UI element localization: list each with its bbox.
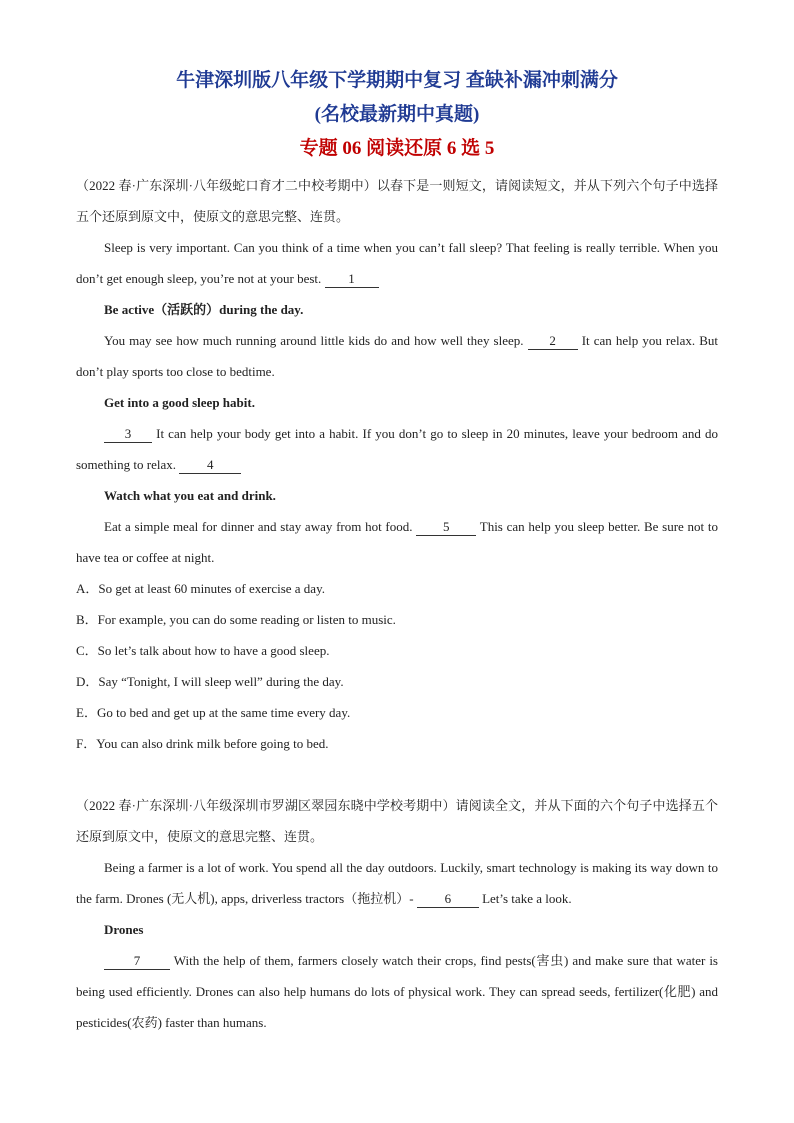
option-b: B．For example, you can do some reading or listen to music. [76, 612, 396, 627]
section2-intro: （2022 春·广东深圳·八年级深圳市罗湖区翠园东晓中学校考期中）请阅读全文，并从下面的六个句子中选择五个还原到原文中，使原文的意思完整、连贯。 [76, 798, 718, 844]
section2-paragraph-2 [76, 945, 718, 1038]
paragraph-text: Let’s take a look. [482, 891, 572, 906]
section2-heading-1: Drones [104, 922, 144, 937]
option-a: A．So get at least 60 minutes of exercise a day. [76, 581, 325, 596]
topic-title: 专题 06 阅读还原 6 选 5 [299, 138, 495, 159]
section2-paragraph-1 [76, 852, 718, 914]
section1-heading-2: Get into a good sleep habit. [104, 395, 255, 410]
section1-intro: （2022 春·广东深圳·八年级蛇口育才二中校考期中）以春下是一则短文，请阅读短文，并从下列六个句子中选择五个还原到原文中，使原文的意思完整、连贯。 [76, 178, 718, 224]
blank-4: 4 [179, 457, 241, 474]
blank-7: 7 [104, 953, 170, 970]
section1-paragraph-4 [76, 511, 718, 573]
section1-heading-3: Watch what you eat and drink. [104, 488, 276, 503]
paragraph-text: It can help your body get into a habit. If you don’t go to sleep in 20 minutes, leave your bedroom and do something to relax. [76, 426, 718, 472]
paragraph-text: Eat a simple meal for dinner and stay away from hot food. [104, 519, 413, 534]
blank-6: 6 [417, 891, 479, 908]
section-spacer [76, 759, 718, 790]
blank-2: 2 [528, 333, 578, 350]
option-d: D．Say “Tonight, I will sleep well” during the day. [76, 674, 344, 689]
section1-paragraph-3 [76, 418, 718, 480]
document-subtitle: (名校最新期中真题) [314, 104, 480, 125]
blank-5: 5 [416, 519, 476, 536]
paragraph-text: Sleep is very important. Can you think of a time when you can’t fall sleep? That feeling is really terrible. When you don’t get enough sleep, you’re not at your best. [76, 240, 718, 286]
document-page [76, 66, 718, 1038]
section1-paragraph-2 [76, 325, 718, 387]
paragraph-text: It can help you relax. But don’t play sports too close to bedtime. [76, 333, 719, 379]
paragraph-text: Being a farmer is a lot of work. You spend all the day outdoors. Luckily, smart technology is making its way down to the farm. Drones (无人机), apps, driverless tractors（拖拉机）- [76, 860, 718, 906]
blank-3: 3 [104, 426, 152, 443]
blank-1: 1 [325, 271, 379, 288]
option-e: E．Go to bed and get up at the same time every day. [76, 705, 351, 720]
paragraph-text: With the help of them, farmers closely watch their crops, find pests(害虫) and make sure that water is being used efficiently. Drones can also help humans do lots of physical work. They can spread seeds, fertilizer(化肥) and pesticides(农药) faster than humans. [76, 953, 718, 1030]
section1-heading-1: Be active（活跃的）during the day. [104, 302, 304, 317]
paragraph-text: This can help you sleep better. Be sure not to have tea or coffee at night. [76, 519, 719, 565]
paragraph-text: You may see how much running around little kids do and how well they sleep. [104, 333, 524, 348]
option-f: F．You can also drink milk before going to bed. [76, 736, 329, 751]
option-c: C．So let’s talk about how to have a good sleep. [76, 643, 330, 658]
section1-paragraph-1 [76, 232, 718, 294]
document-title: 牛津深圳版八年级下学期期中复习 查缺补漏冲刺满分 [176, 70, 618, 91]
